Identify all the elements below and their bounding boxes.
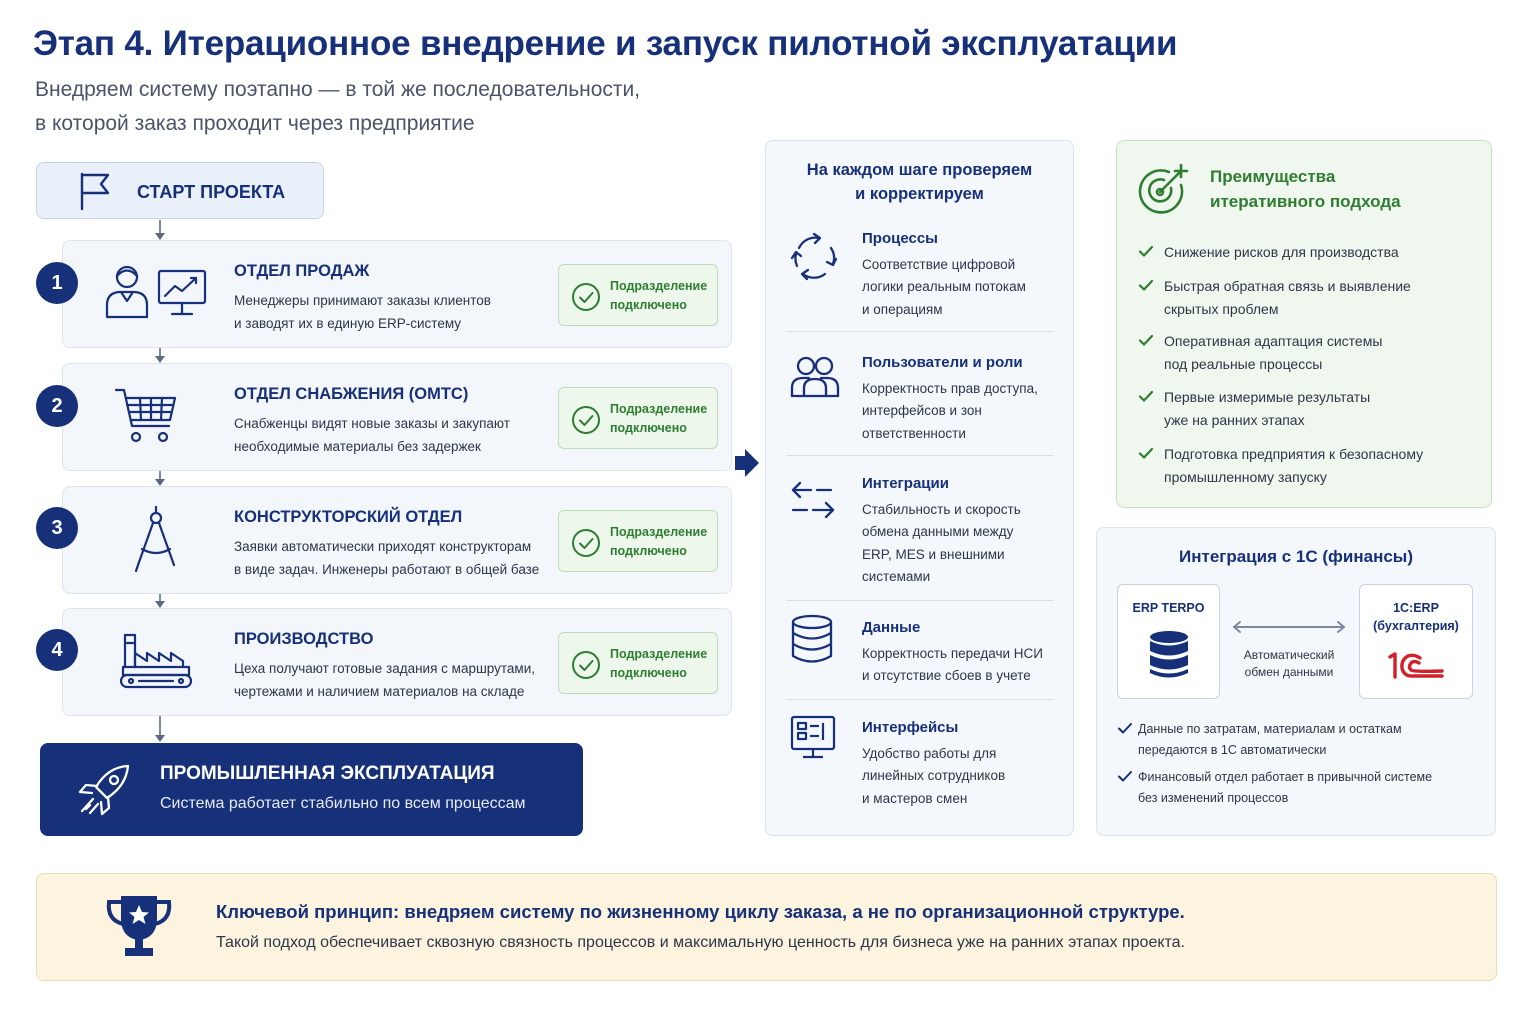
stage-description: Цеха получают готовые задания с маршрутами, чертежами и наличием материалов на складе xyxy=(234,661,536,699)
check-circle-icon xyxy=(571,528,601,563)
check-circle-icon xyxy=(571,282,601,317)
page-title: Этап 4. Итерационное внедрение и запуск пилотной эксплуатации xyxy=(33,24,1178,63)
erp-terpo-box: ERP TERPO xyxy=(1117,584,1220,699)
connector-arrow xyxy=(155,233,165,240)
key-principle-headline: Ключевой принцип: внедряем систему по жизненному циклу заказа, а не по организационной структуре. xyxy=(216,901,1185,922)
stage-description: Снабженцы видят новые заказы и закупают необходимые материалы без задержек xyxy=(234,416,510,454)
trophy-icon xyxy=(103,892,175,971)
connector-line xyxy=(159,471,161,479)
connected-badge: Подразделение подключено xyxy=(558,510,718,572)
onec-integration-panel: Интеграция с 1С (финансы) ERP TERPO Автоматический обмен данными 1С:ERP (бухгалтерия) Данные по затратам, материалам и остаткам передаются в 1С автоматически Финансовый отдел работает в привычной системе без изменений процессов xyxy=(1096,527,1496,836)
connected-badge: Подразделение подключено xyxy=(558,387,718,449)
stage-description: Заявки автоматически приходят конструкторам в виде задач. Инженеры работают в общей базе xyxy=(234,539,540,577)
connector-line xyxy=(159,593,161,601)
arrow-right-icon xyxy=(735,448,761,483)
stage-production xyxy=(62,608,732,716)
benefits-panel: Преимущества итеративного подхода Снижение рисков для производства Быстрая обратная связь и выявление скрытых проблем Оперативная адаптация системы под реальные процессы Первые измеримые результаты уже на ранних этапах Подготовка предприятия к безопасному промышленному запуску xyxy=(1116,140,1492,508)
stage-name: ПРОИЗВОДСТВО xyxy=(234,630,374,648)
production-title: ПРОМЫШЛЕННАЯ ЭКСПЛУАТАЦИЯ xyxy=(160,763,495,784)
checkmark-icon xyxy=(1137,276,1155,299)
database-icon xyxy=(789,613,835,670)
connector-line xyxy=(159,716,161,736)
start-project-box xyxy=(36,162,324,219)
onec-logo-icon xyxy=(1386,651,1446,686)
step-number: 4 xyxy=(36,629,78,671)
industrial-operation-box xyxy=(40,743,583,836)
checkmark-icon xyxy=(1117,768,1133,789)
shopping-cart-icon xyxy=(113,384,179,453)
monitor-interface-icon xyxy=(789,714,837,767)
key-principle-description: Такой подход обеспечивает сквозную связность процессов и максимальную ценность для бизнеса уже на ранних этапах проекта. xyxy=(216,934,1186,951)
verification-panel: На каждом шаге проверяем и корректируем Процессы Соответствие цифровой логики реальным потокам и операциям Пользователи и роли Корректность прав доступа, интерфейсов и зон ответственности Интеграции Стабильность и скорость обмена данными между ERP, MES и внешними системами Данные Корректность передачи НСИ и отсутствие сбоев в учете Интерфейсы Удобство работы для линейных сотрудников и мастеров смен xyxy=(765,140,1074,836)
divider xyxy=(786,455,1054,456)
stage-sales xyxy=(62,240,732,348)
connector-arrow xyxy=(155,356,165,363)
check-circle-icon xyxy=(571,650,601,685)
stage-supply xyxy=(62,363,732,471)
exchange-arrows-icon xyxy=(789,479,837,526)
page-subtitle: Внедряем систему поэтапно — в той же последовательности, в которой заказ проходит через предприятие xyxy=(35,78,641,135)
connected-badge: Подразделение подключено xyxy=(558,264,718,326)
onec-erp-box: 1С:ERP (бухгалтерия) xyxy=(1359,584,1473,699)
factory-icon xyxy=(119,627,193,696)
verification-title: На каждом шаге проверяем и корректируем xyxy=(806,161,1033,203)
target-icon xyxy=(1135,161,1193,224)
stage-name: КОНСТРУКТОРСКИЙ ОТДЕЛ xyxy=(234,508,463,526)
checkmark-icon xyxy=(1137,387,1155,410)
stage-name: ОТДЕЛ СНАБЖЕНИЯ (ОМТС) xyxy=(234,385,469,403)
sales-manager-chart-icon xyxy=(101,261,211,328)
cycle-arrows-icon xyxy=(789,230,841,287)
divider xyxy=(786,699,1054,700)
step-number: 2 xyxy=(36,385,78,427)
stage-design xyxy=(62,486,732,594)
onec-title: Интеграция с 1С (финансы) xyxy=(1179,547,1413,566)
connector-arrow xyxy=(155,735,165,742)
double-arrow-icon xyxy=(1231,620,1347,639)
divider xyxy=(786,331,1054,332)
database-icon xyxy=(1148,629,1190,686)
drafting-compass-icon xyxy=(131,505,181,578)
step-number: 3 xyxy=(36,507,78,549)
users-icon xyxy=(789,354,841,407)
benefits-title: Преимущества итеративного подхода xyxy=(1210,167,1401,211)
check-circle-icon xyxy=(571,405,601,440)
production-description: Система работает стабильно по всем процессам xyxy=(160,795,526,812)
step-number: 1 xyxy=(36,262,78,304)
checkmark-icon xyxy=(1137,242,1155,265)
checkmark-icon xyxy=(1137,444,1155,467)
rocket-icon xyxy=(76,761,134,824)
connector-line xyxy=(159,220,161,234)
stage-description: Менеджеры принимают заказы клиентов и заводят их в единую ERP-систему xyxy=(234,293,491,331)
connector-arrow xyxy=(155,479,165,486)
divider xyxy=(786,600,1054,601)
flag-icon xyxy=(77,171,113,216)
checkmark-icon xyxy=(1137,331,1155,354)
start-label: СТАРТ ПРОЕКТА xyxy=(137,182,286,202)
checkmark-icon xyxy=(1117,720,1133,741)
key-principle-box xyxy=(36,873,1497,981)
stage-name: ОТДЕЛ ПРОДАЖ xyxy=(234,262,370,280)
connector-arrow xyxy=(155,601,165,608)
connected-badge: Подразделение подключено xyxy=(558,632,718,694)
